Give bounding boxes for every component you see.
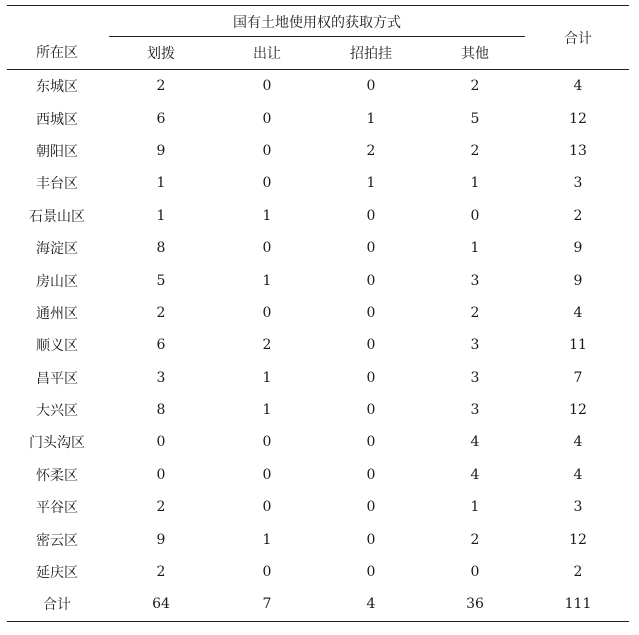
allocation-cell: 9: [156, 531, 166, 548]
method-header-transfer: 出让: [253, 46, 281, 62]
transfer-cell: 0: [262, 564, 272, 581]
district-cell: 顺义区: [36, 338, 78, 355]
total-cell: 12: [569, 110, 587, 127]
total-cell: 4: [573, 434, 583, 451]
table-row: [7, 135, 629, 167]
total-cell: 4: [527, 70, 629, 103]
allocation-cell: 8: [156, 402, 166, 419]
transfer-cell: 0: [262, 175, 272, 192]
auction-cell: 4: [319, 588, 423, 621]
total-cell: 2: [573, 207, 583, 224]
table-row: [7, 556, 629, 588]
table-row: [7, 102, 629, 134]
other-cell: 5: [470, 110, 480, 127]
auction-cell: 0: [366, 531, 376, 548]
total-cell: 7: [573, 369, 583, 386]
auction-cell: 0: [366, 499, 376, 516]
other-cell: 3: [470, 402, 480, 419]
land-acquisition-table: [7, 5, 629, 622]
table-row: [7, 297, 629, 329]
district-cell: 门头沟区: [29, 435, 85, 452]
transfer-cell: 0: [215, 70, 319, 103]
allocation-cell: 1: [156, 175, 166, 192]
group-header-text: 国有土地使用权的获取方式: [233, 14, 401, 31]
allocation-cell: 2: [156, 564, 166, 581]
auction-cell: 2: [366, 142, 376, 159]
auction-cell: 0: [366, 434, 376, 451]
allocation-cell: 9: [156, 142, 166, 159]
auction-cell: 0: [366, 337, 376, 354]
transfer-cell: 1: [262, 207, 272, 224]
land-acquisition-table-container: [7, 5, 629, 622]
other-cell: 1: [470, 240, 480, 257]
transfer-cell: 0: [262, 110, 272, 127]
total-cell: 3: [573, 499, 583, 516]
district-cell: 密云区: [36, 532, 78, 549]
transfer-cell: 1: [262, 272, 272, 289]
transfer-cell: 2: [262, 337, 272, 354]
allocation-cell: 1: [156, 207, 166, 224]
district-cell: 延庆区: [36, 565, 78, 582]
other-cell: 36: [423, 588, 527, 621]
allocation-cell: 6: [156, 110, 166, 127]
table-row: [7, 459, 629, 491]
transfer-cell: 0: [262, 142, 272, 159]
other-cell: 2: [470, 304, 480, 321]
auction-cell: 0: [366, 207, 376, 224]
total-cell: 11: [569, 337, 587, 354]
table-body: [7, 70, 629, 622]
acquisition-method-group-header: [107, 6, 527, 38]
table-row: [7, 232, 629, 264]
header-row-group: [7, 6, 629, 38]
other-cell: 4: [470, 466, 480, 483]
total-column-header: 合计: [527, 6, 629, 70]
transfer-cell: 1: [262, 531, 272, 548]
other-cell: 0: [470, 564, 480, 581]
transfer-cell: 0: [262, 499, 272, 516]
transfer-cell: 7: [215, 588, 319, 621]
district-cell: 房山区: [36, 273, 78, 290]
auction-cell: 0: [366, 402, 376, 419]
other-cell: 2: [470, 531, 480, 548]
auction-cell: 0: [366, 304, 376, 321]
total-cell: 13: [569, 142, 587, 159]
allocation-cell: 0: [156, 434, 166, 451]
district-cell: 西城区: [36, 111, 78, 128]
other-cell: 2: [423, 70, 527, 103]
total-cell: 4: [573, 304, 583, 321]
allocation-cell: 2: [156, 499, 166, 516]
district-cell: 昌平区: [36, 370, 78, 387]
table-row: [7, 167, 629, 199]
auction-cell: 0: [319, 70, 423, 103]
table-row: [7, 362, 629, 394]
allocation-cell: 0: [156, 466, 166, 483]
district-cell: 大兴区: [36, 403, 78, 420]
table-row: [7, 426, 629, 458]
other-cell: 1: [470, 175, 480, 192]
allocation-cell: 2: [107, 70, 215, 103]
district-cell: 合计: [7, 588, 107, 621]
method-header-auction: 招拍挂: [350, 46, 392, 62]
total-cell: 3: [573, 175, 583, 192]
method-header-allocation: 划拨: [147, 46, 175, 62]
table-row: [7, 264, 629, 296]
other-cell: 2: [470, 142, 480, 159]
allocation-cell: 6: [156, 337, 166, 354]
district-cell: 丰台区: [36, 176, 78, 193]
auction-cell: 0: [366, 240, 376, 257]
district-cell: 怀柔区: [36, 467, 78, 484]
auction-cell: 0: [366, 564, 376, 581]
auction-cell: 0: [366, 272, 376, 289]
auction-cell: 0: [366, 369, 376, 386]
allocation-cell: 8: [156, 240, 166, 257]
total-cell: 12: [569, 402, 587, 419]
auction-cell: 1: [366, 110, 376, 127]
district-cell: 东城区: [7, 70, 107, 103]
table-row: [7, 491, 629, 523]
transfer-cell: 1: [262, 402, 272, 419]
district-column-header: 所在区: [7, 6, 107, 70]
other-cell: 3: [470, 369, 480, 386]
auction-cell: 1: [366, 175, 376, 192]
allocation-cell: 2: [156, 304, 166, 321]
district-cell: 平谷区: [36, 500, 78, 517]
transfer-cell: 0: [262, 304, 272, 321]
district-cell: 海淀区: [36, 241, 78, 258]
transfer-cell: 0: [262, 434, 272, 451]
table-row: [7, 523, 629, 555]
table-row: [7, 329, 629, 361]
other-cell: 4: [470, 434, 480, 451]
district-cell: 通州区: [36, 305, 78, 322]
total-cell: 4: [573, 466, 583, 483]
other-cell: 3: [470, 272, 480, 289]
other-cell: 1: [470, 499, 480, 516]
allocation-cell: 3: [156, 369, 166, 386]
other-cell: 3: [470, 337, 480, 354]
total-cell: 12: [569, 531, 587, 548]
district-cell: 朝阳区: [36, 143, 78, 160]
table-row: [7, 200, 629, 232]
transfer-cell: 0: [262, 240, 272, 257]
auction-cell: 0: [366, 466, 376, 483]
method-header-other: 其他: [461, 46, 489, 62]
transfer-cell: 0: [262, 466, 272, 483]
total-cell: 9: [573, 240, 583, 257]
total-cell: 9: [573, 272, 583, 289]
allocation-cell: 5: [156, 272, 166, 289]
district-cell: 石景山区: [29, 208, 85, 225]
total-cell: 2: [573, 564, 583, 581]
table-row: [7, 394, 629, 426]
table-row: [7, 70, 629, 103]
allocation-cell: 64: [107, 588, 215, 621]
total-cell: 111: [527, 588, 629, 621]
transfer-cell: 1: [262, 369, 272, 386]
total-row: [7, 588, 629, 621]
other-cell: 0: [470, 207, 480, 224]
